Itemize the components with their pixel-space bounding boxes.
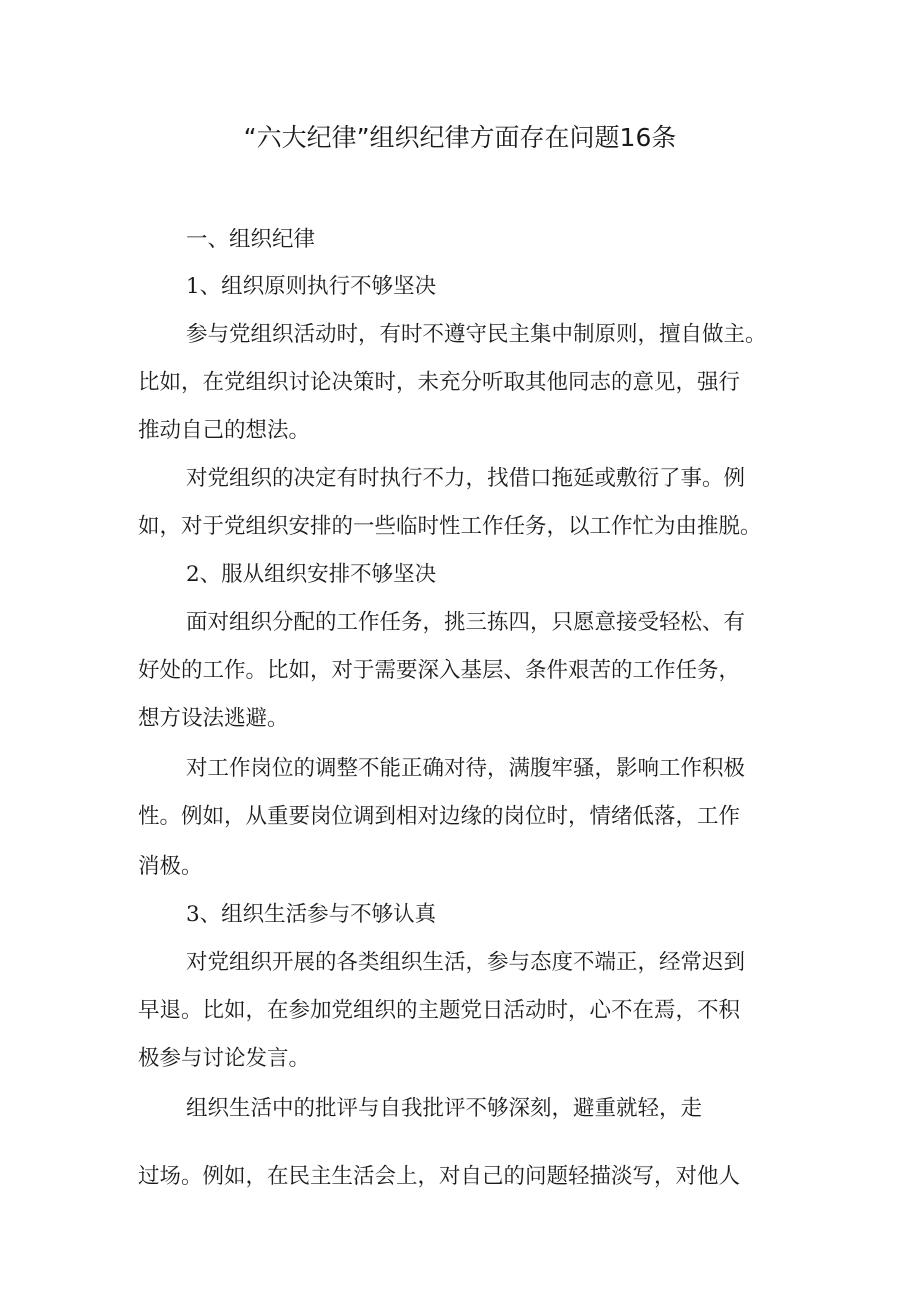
item2-paragraph2-line2: 性。例如，从重要岗位调到相对边缘的岗位时，情绪低落，工作: [138, 804, 741, 829]
item1-paragraph2-line1: 对党组织的决定有时执行不力，找借口拖延或敷衍了事。例: [186, 466, 746, 491]
item1-heading: 1、组织原则执行不够坚决: [186, 274, 437, 299]
item3-paragraph1-line2: 早退。比如，在参加党组织的主题党日活动时，心不在焉，不积: [138, 998, 741, 1023]
item1-paragraph1-line2: 比如，在党组织讨论决策时，未充分听取其他同志的意见，强行: [138, 370, 741, 395]
item2-heading: 2、服从组织安排不够坚决: [186, 562, 437, 587]
item2-paragraph1-line2: 好处的工作。比如，对于需要深入基层、条件艰苦的工作任务，: [138, 658, 741, 683]
item1-paragraph1-line3: 推动自己的想法。: [138, 418, 311, 443]
item3-paragraph1-line1: 对党组织开展的各类组织生活，参与态度不端正，经常迟到: [186, 950, 746, 975]
item2-paragraph2-line3: 消极。: [138, 854, 203, 879]
item1-paragraph1-line1: 参与党组织活动时，有时不遵守民主集中制原则，擅自做主。: [186, 322, 767, 347]
document-title: “六大纪律”组织纪律方面存在问题16条: [243, 123, 677, 152]
item1-paragraph2-line2: 如，对于党组织安排的一些临时性工作任务，以工作忙为由推脱。: [138, 514, 762, 539]
section-heading: 一、组织纪律: [186, 227, 316, 252]
item2-paragraph1-line3: 想方设法逃避。: [138, 706, 289, 731]
item3-paragraph2-line1: 组织生活中的批评与自我批评不够深刻，避重就轻，走: [186, 1096, 703, 1121]
item2-paragraph1-line1: 面对组织分配的工作任务，挑三拣四，只愿意接受轻松、有: [186, 610, 746, 635]
item3-heading: 3、组织生活参与不够认真: [186, 902, 437, 927]
item3-paragraph2-line2: 过场。例如，在民主生活会上，对自己的问题轻描淡写，对他人: [138, 1164, 741, 1189]
item2-paragraph2-line1: 对工作岗位的调整不能正确对待，满腹牢骚，影响工作积极: [186, 756, 746, 781]
item3-paragraph1-line3: 极参与讨论发言。: [138, 1046, 311, 1071]
